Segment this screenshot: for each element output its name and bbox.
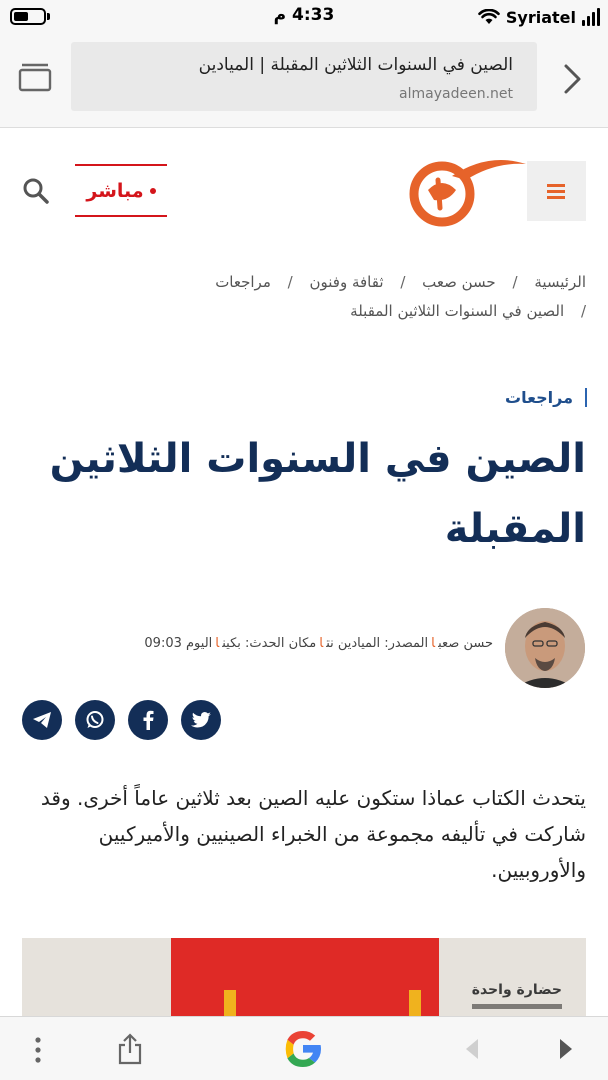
article-source: المصدر: الميادين نت [326, 636, 429, 651]
breadcrumb-separator: / [580, 302, 586, 320]
menu-button[interactable] [527, 161, 586, 221]
article-title: الصين في السنوات الثلاثين المقبلة [49, 436, 586, 552]
browser-toolbar [0, 1016, 608, 1080]
page-title: الصين في السنوات الثلاثين المقبلة | الميادين [198, 55, 513, 75]
carrier-group [478, 6, 600, 28]
share-icon[interactable] [116, 1033, 144, 1065]
status-time: 4:33 م [273, 5, 335, 25]
address-bar[interactable] [71, 42, 537, 111]
live-label: مباشر [86, 179, 144, 202]
article-lead: يتحدث الكتاب عماذا ستكون عليه الصين بعد ثلاثين عاماً أخرى. وقد شاركت في تأليفه مجموعة من الخبراء الصينيين والأميركيين والأوروبيين. [40, 786, 586, 882]
hamburger-bar [547, 190, 565, 193]
hamburger-bar [547, 184, 565, 187]
forward-arrow-icon[interactable] [556, 1037, 576, 1061]
book-cover [171, 938, 439, 1018]
author-name[interactable]: حسن صعب [438, 636, 493, 651]
hamburger-bar [547, 196, 565, 199]
breadcrumb-item-current: الصين في السنوات الثلاثين المقبلة [350, 302, 565, 320]
google-icon[interactable] [281, 1027, 325, 1071]
share-twitter-button[interactable] [181, 700, 221, 740]
chevron-right-icon[interactable] [560, 62, 584, 96]
wifi-icon [478, 9, 500, 25]
facebook-icon [142, 710, 154, 730]
breadcrumb [20, 268, 586, 326]
search-icon[interactable] [22, 177, 50, 205]
twitter-icon [191, 712, 211, 729]
author-avatar [505, 608, 585, 688]
share-buttons [22, 700, 221, 740]
book-cover-stripe [224, 990, 236, 1018]
breadcrumb-item-author[interactable]: حسن صعب [422, 273, 496, 291]
share-facebook-button[interactable] [128, 700, 168, 740]
hero-caption: حضارة واحدة [471, 982, 562, 998]
article-byline [144, 636, 493, 651]
breadcrumb-item-reviews[interactable]: مراجعات [215, 273, 271, 291]
share-whatsapp-button[interactable] [75, 700, 115, 740]
share-telegram-button[interactable] [22, 700, 62, 740]
tabs-icon[interactable] [18, 62, 52, 92]
byline-divider: ا [215, 636, 220, 651]
article-date: اليوم 09:03 [144, 636, 213, 651]
live-dot-icon [150, 188, 156, 194]
browser-chrome [0, 34, 608, 128]
byline-divider: ا [319, 636, 324, 651]
breadcrumb-separator: / [400, 273, 406, 291]
telegram-icon [32, 711, 52, 729]
breadcrumb-item-home[interactable]: الرئيسية [534, 273, 586, 291]
article-location: مكان الحدث: بكين [222, 636, 317, 651]
back-arrow-icon[interactable] [462, 1037, 482, 1061]
breadcrumb-separator: / [287, 273, 293, 291]
status-bar [0, 0, 608, 34]
almayadeen-logo[interactable] [408, 154, 528, 228]
book-cover-stripe [409, 990, 421, 1018]
page-domain: almayadeen.net [399, 86, 513, 102]
carrier-name: Syriatel [505, 7, 576, 27]
cell-signal-icon [582, 8, 600, 26]
breadcrumb-separator: / [512, 273, 518, 291]
byline-divider: ا [431, 636, 436, 651]
article-hero-image[interactable] [22, 938, 586, 1018]
more-options-icon[interactable] [35, 1037, 41, 1063]
live-button[interactable] [75, 164, 167, 217]
hero-caption-subline [472, 1004, 562, 1009]
breadcrumb-item-culture[interactable]: ثقافة وفنون [309, 273, 384, 291]
whatsapp-icon [85, 710, 105, 730]
article-category[interactable]: مراجعات [505, 388, 587, 407]
